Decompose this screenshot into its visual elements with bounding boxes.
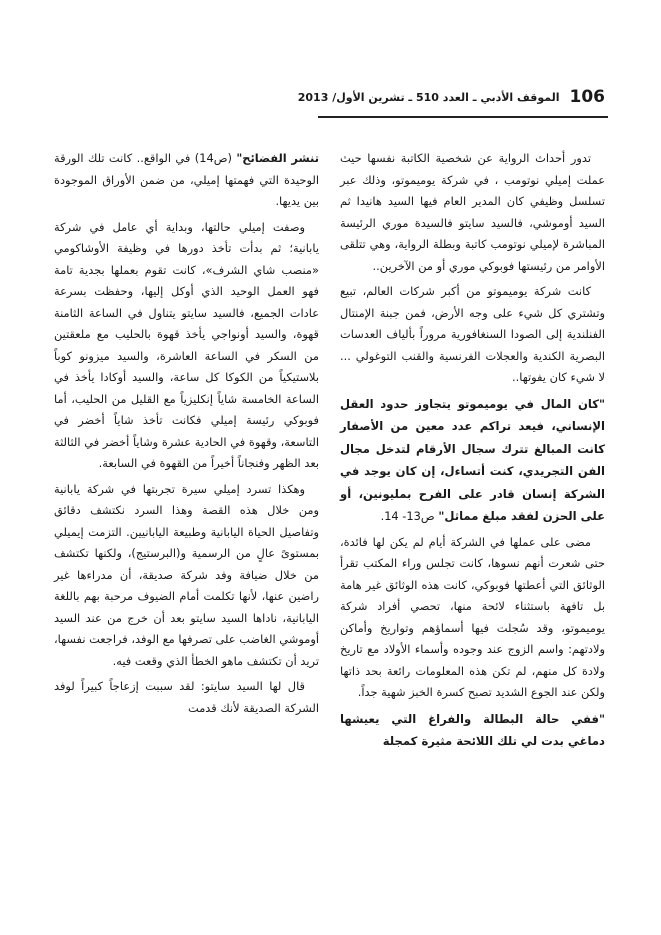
header-rule xyxy=(318,116,608,118)
left-column xyxy=(54,148,319,723)
quote-reference: ص13- 14. xyxy=(380,509,439,523)
paragraph: كانت شركة يوميموتو من أكبر شركات العالم، تبيع وتشتري كل شيء على وجه الأرض، فمن جبنة الإمنتال الفنلندية إلى الصودا السنغافورية مروراً بألياف العدسات البصرية الكندية والعجلات الفرنسية والقنب التوغولي ... لا شيء كان يفوتها.. xyxy=(340,284,605,384)
paragraph: وصفت إميلي حالتها، وبداية أي عامل في شركة يابانية؛ ثم بدأت تأخذ دورها في وظيفة الأوشاكومي «منصب شاي الشرف»، كانت تقوم بعملها بجدية تامة فهو العمل الوحيد الذي أوكل إليها، وحفظت بسرعة عادات الجميع، فالسيد سايتو يتناول في الساعة الثامنة قهوة، والسيد أونواجي يأخذ قهوة بالحليب مع ملعقتين من السكر في الساعة العاشرة، والسيد ميزونو كوباً بلاستيكياً من الكوكا كل ساعة، والسيد أوكادا يأخذ في الساعة الخامسة شاياً إنكليزياً مع القليل من الحليب، أما فوبوكي رئيسة إميلي فكانت تأخذ شاياً أخضر في التاسعة، وقهوة في الحادية عشرة وشاياً أخضر في الثالثة بعد الظهر وفنجاناً أخيراً من القهوة في السابعة. xyxy=(54,219,319,470)
page-number: 106 xyxy=(569,87,605,107)
block-quote: "ففي حالة البطالة والفراغ التي يعيشها دماغي بدت لي تلك اللائحة مثيرة كمجلة xyxy=(340,711,605,748)
paragraph xyxy=(54,148,319,213)
block-quote xyxy=(340,393,605,528)
quote-end-text: تنشر الفضائح" xyxy=(236,151,319,165)
quote-text: "كان المال في يوميموتو يتجاوز حدود العقل الإنساني، فيعد تراكم عدد معين من الأصفار كانت المبالغ تترك سجال الأرقام لتدخل مجال الفن التجريدي، كنت أتساءل، إن كان يوجد في الشركة إنسان قادر على الفرح بمليونين، أو على الحزن لفقد مبلغ مماثل" xyxy=(340,396,605,523)
running-head: الموقف الأدبي ـ العدد 510 ـ تشرين الأول/ 2013 xyxy=(297,90,560,104)
paragraph-text: (ص14) في الواقع.. كانت تلك الورقة الوحيدة التي فهمتها إميلي، من ضمن الأوراق الموجودة بين يديها. xyxy=(54,151,319,208)
paragraph: تدور أحداث الرواية عن شخصية الكاتبة نفسها حيث عملت إميلي نوتومب ، في شركة يوميموتو، وذلك عبر تسلسل وظيفي كان المدير العام فيها السيد هانيدا ثم السيد أوموشي، فالسيد سايتو فالسيدة موري الرئيسة المباشرة لإميلي نوتومب كاتبة وبطلة الرواية، وهي تتلقى الأوامر من رئيستها فوبوكي موري أو من الآخرين.. xyxy=(340,151,605,273)
paragraph: وهكذا تسرد إميلي سيرة تجربتها في شركة يابانية ومن خلال هذه القصة وهذا السرد نكتشف دقائق وتفاصيل الحياة اليابانية وطبيعة اليابانيين. التزمت إيميلي بمستوىً عالٍ من الرسمية و(البرستيج)، ولكنها تكتشف من خلال ضيافة وفد شركة صديقة، أن مدراءها غير راضين عنها، لأنها تكلمت أمام الضيوف مرحبة بهم باللغة اليابانية، ناداها السيد سايتو بعد أن خرج من عند السيد أوموشي الغاضب على تصرفها مع الوفد، فراجعت نفسها، تريد أن تكتشف ماهو الخطأ الذي وقعت فيه. xyxy=(54,481,319,668)
page-header xyxy=(297,82,605,112)
right-column xyxy=(340,148,605,756)
paragraph: قال لها السيد سايتو: لقد سببت إزعاجاً كبيراً لوفد الشركة الصديقة لأنك قدمت xyxy=(54,679,319,715)
paragraph: مضى على عملها في الشركة أيام لم يكن لها فائدة، حتى شعرت أنهم نسوها، كانت تجلس وراء المكتب تقرأ الوثائق التي أعطتها فوبوكي، كانت هذه الوثائق غير هامة بل تافهة باستثناء لائحة منها، تحصي أفراد شركة يوميموتو، وقد سُجلت فيها أسماؤهم وتواريخ وأماكن ولادتهم: واسم الزوج عند وجوده وأسماء الأولاد مع تاريخ ولادة كل منهم، لم تكن هذه المعلومات رائعة بحد ذاتها ولكن عند الجوع الشديد تصبح كسرة الخبز شهية جداً. xyxy=(340,534,605,699)
